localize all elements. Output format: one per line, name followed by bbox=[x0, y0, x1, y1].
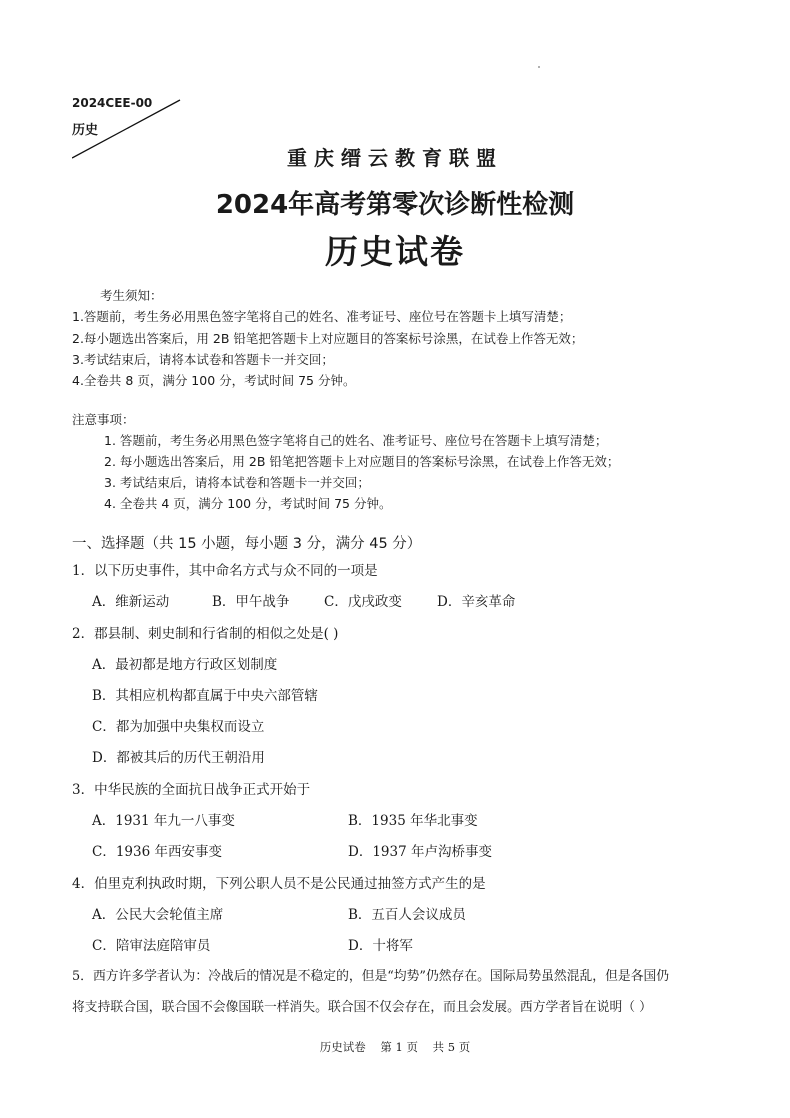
exam-title: 2024年高考第零次诊断性检测 bbox=[215, 190, 575, 220]
question-4-option-c: C．陪审法庭陪审员 bbox=[92, 938, 211, 954]
notice2-item: 1. 答题前，考生务必用黑色签字笔将自己的姓名、准考证号、座位号在答题卡上填写清楚； bbox=[104, 433, 608, 448]
notice1-item: 1.答题前，考生务必用黑色签字笔将自己的姓名、准考证号、座位号在答题卡上填写清楚； bbox=[72, 309, 572, 324]
question-3-option-c: C．1936 年西安事变 bbox=[92, 844, 222, 860]
question-1-option-b: B．甲午战争 bbox=[212, 594, 290, 610]
question-4-option-a: A．公民大会轮值主席 bbox=[92, 907, 224, 923]
page-footer: 历史试卷 第 1 页 共 5 页 bbox=[319, 1040, 471, 1054]
notice1-item: 4.全卷共 8 页，满分 100 分，考试时间 75 分钟。 bbox=[72, 373, 356, 388]
notice1-heading: 考生须知： bbox=[100, 288, 163, 303]
notice2-item: 2. 每小题选出答案后，用 2B 铅笔把答题卡上对应题目的答案标号涂黑，在试卷上作答无效； bbox=[104, 454, 620, 469]
notice1-item: 2.每小题选出答案后，用 2B 铅笔把答题卡上对应题目的答案标号涂黑，在试卷上作答无效； bbox=[72, 331, 584, 346]
scan-speck bbox=[538, 66, 540, 68]
paper-title: 历史试卷 bbox=[325, 232, 465, 271]
question-4-option-d: D．十将军 bbox=[348, 938, 413, 954]
question-3-option-d: D．1937 年卢沟桥事变 bbox=[348, 844, 492, 860]
notice2-heading: 注意事项： bbox=[72, 412, 135, 427]
question-3-option-a: A．1931 年九一八事变 bbox=[92, 813, 235, 829]
exam-code: 2024CEE-00 bbox=[72, 96, 153, 110]
question-5-stem-continued: 将支持联合国，联合国不会像国联一样消失。联合国不仅会存在，而且会发展。西方学者旨在说明（ ） bbox=[72, 1000, 652, 1015]
notice2-item: 3. 考试结束后，请将本试卷和答题卡一并交回； bbox=[104, 475, 370, 490]
question-1-option-c: C．戊戌政变 bbox=[324, 594, 402, 610]
question-3-stem: 3．中华民族的全面抗日战争正式开始于 bbox=[72, 782, 311, 798]
question-2-option-b: B．其相应机构都直属于中央六部管辖 bbox=[92, 688, 318, 704]
question-2-option-c: C．都为加强中央集权而设立 bbox=[92, 719, 265, 735]
section-heading: 一、选择题（共 15 小题，每小题 3 分，满分 45 分） bbox=[72, 536, 422, 552]
question-2-option-a: A．最初都是地方行政区划制度 bbox=[92, 657, 278, 673]
subject-label: 历史 bbox=[72, 123, 99, 138]
question-3-option-b: B．1935 年华北事变 bbox=[348, 813, 478, 829]
question-1-option-d: D．辛亥革命 bbox=[437, 594, 516, 610]
question-2-option-d: D．都被其后的历代王朝沿用 bbox=[92, 750, 265, 766]
question-1-option-a: A．维新运动 bbox=[92, 594, 170, 610]
question-1-stem: 1．以下历史事件，其中命名方式与众不同的一项是 bbox=[72, 563, 378, 579]
question-5-stem: 5．西方许多学者认为：冷战后的情况是不稳定的，但是“均势”仍然存在。国际局势虽然混乱，但是各国仍 bbox=[72, 969, 670, 984]
question-4-stem: 4．伯里克利执政时期，下列公职人员不是公民通过抽签方式产生的是 bbox=[72, 876, 486, 892]
question-2-stem: 2．郡县制、刺史制和行省制的相似之处是( ) bbox=[72, 626, 339, 642]
question-4-option-b: B．五百人会议成员 bbox=[348, 907, 466, 923]
notice1-item: 3.考试结束后，请将本试卷和答题卡一并交回； bbox=[72, 352, 334, 367]
notice2-item: 4. 全卷共 4 页，满分 100 分，考试时间 75 分钟。 bbox=[104, 496, 392, 511]
union-name: 重庆缙云教育联盟 bbox=[287, 146, 503, 170]
